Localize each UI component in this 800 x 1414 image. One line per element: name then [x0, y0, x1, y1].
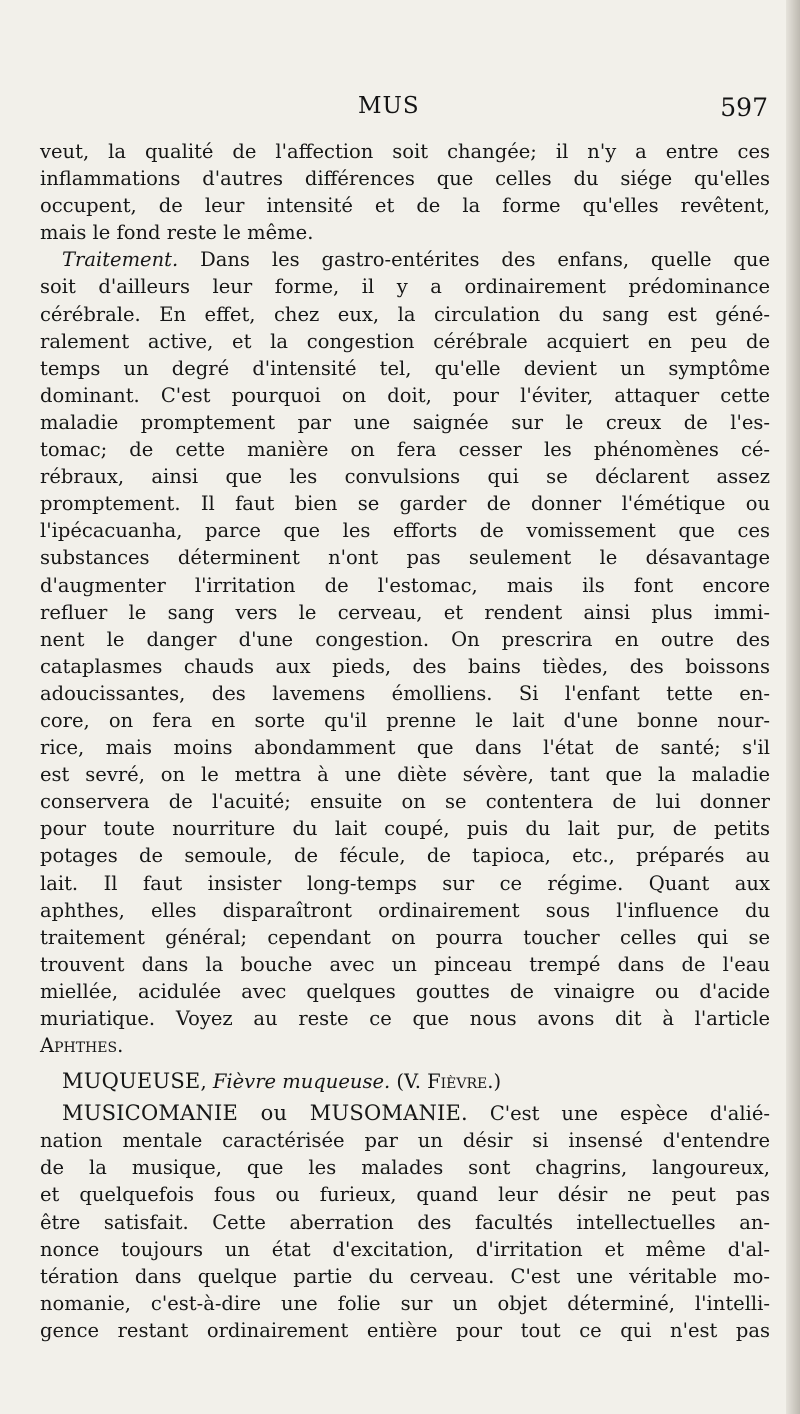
- text-line: muriatique. Voyez au reste ce que nous avons dit à l'article: [40, 1007, 770, 1030]
- text-line: cérébrale. En effet, chez eux, la circulation du sang est géné-: [40, 302, 770, 326]
- text-line: rice, mais moins abondamment que dans l'état de santé; s'il: [40, 736, 770, 760]
- running-header: [40, 93, 768, 127]
- entry-musicomanie-first-line: [40, 1100, 770, 1127]
- text-line: maladie promptement par une saignée sur le creux de l'es-: [40, 410, 770, 434]
- text-line: potages de semoule, de fécule, de tapioca, etc., préparés au: [40, 844, 770, 868]
- text-line: nonce toujours un état d'excitation, d'irritation et même d'al-: [40, 1237, 770, 1261]
- cross-reference: Aphthes.: [40, 1034, 124, 1058]
- entry-italic-gloss: Fièvre muqueuse.: [212, 1070, 391, 1094]
- text-line: adoucissantes, des lavemens émolliens. Si l'enfant tette en-: [40, 681, 770, 705]
- page-gutter-shadow: [786, 0, 800, 1414]
- body-text: [40, 138, 770, 1344]
- text-line: conservera de l'acuité; ensuite on se contentera de lui donner: [40, 790, 770, 814]
- text-line: gence restant ordinairement entière pour tout ce qui n'est pas: [40, 1318, 770, 1342]
- see-prefix: (V.: [396, 1070, 421, 1094]
- text-line: inflammations d'autres différences que celles du siége qu'elles: [40, 167, 770, 191]
- text-line: aphthes, elles disparaîtront ordinairement sous l'influence du: [40, 898, 770, 922]
- text-line: miellée, acidulée avec quelques gouttes de vinaigre ou d'acide: [40, 979, 770, 1003]
- text-line: nent le danger d'une congestion. On prescrira en outre des: [40, 627, 770, 651]
- text-line: être satisfait. Cette aberration des facultés intellectuelles an-: [40, 1210, 770, 1234]
- traitement-first-line: [40, 246, 770, 273]
- text-line: occupent, de leur intensité et de la forme qu'elles revêtent,: [40, 194, 770, 218]
- text-line: pour toute nourriture du lait coupé, puis du lait pur, de petits: [40, 817, 770, 841]
- entry-first-line-text: C'est une espèce d'alié-: [489, 1102, 770, 1126]
- text-line: lait. Il faut insister long-temps sur ce régime. Quant aux: [40, 871, 770, 895]
- text-line: core, on fera en sorte qu'il prenne le lait d'une bonne nour-: [40, 708, 770, 732]
- entry-lemma: MUQUEUSE: [62, 1069, 201, 1094]
- text-line: rébraux, ainsi que les convulsions qui se déclarent assez: [40, 465, 770, 489]
- text-line: et quelquefois fous ou furieux, quand leur désir ne peut pas: [40, 1183, 770, 1207]
- text-line: substances déterminent n'ont pas seulement le désavantage: [40, 546, 770, 570]
- traitement-first-line-text: Dans les gastro-entérites des enfans, quelle que: [200, 248, 771, 272]
- text-line: l'ipécacuanha, parce que les efforts de vomissement que ces: [40, 519, 770, 543]
- text-line: d'augmenter l'irritation de l'estomac, mais ils font encore: [40, 573, 770, 597]
- text-line: cataplasmes chauds aux pieds, des bains tièdes, des boissons: [40, 654, 770, 678]
- text-line: promptement. Il faut bien se garder de donner l'émétique ou: [40, 492, 770, 516]
- see-suffix: .): [487, 1070, 502, 1094]
- text-line: refluer le sang vers le cerveau, et rendent ainsi plus immi-: [40, 600, 770, 624]
- entry-lemma: MUSICOMANIE ou MUSOMANIE.: [62, 1101, 468, 1126]
- text-line: ralement active, et la congestion cérébrale acquiert en peu de: [40, 329, 770, 353]
- entry-separator: ,: [200, 1070, 207, 1094]
- text-line: tomac; de cette manière on fera cesser les phénomènes cé-: [40, 438, 770, 462]
- text-line: traitement général; cependant on pourra toucher celles qui se: [40, 925, 770, 949]
- cross-reference-line: [40, 1032, 770, 1059]
- text-line: de la musique, que les malades sont chagrins, langoureux,: [40, 1156, 770, 1180]
- see-target: Fièvre: [427, 1070, 488, 1094]
- text-line: nation mentale caractérisée par un désir si insensé d'entendre: [40, 1129, 770, 1153]
- text-line: tération dans quelque partie du cerveau. C'est une véritable mo-: [40, 1264, 770, 1288]
- text-line: soit d'ailleurs leur forme, il y a ordinairement prédominance: [40, 275, 770, 299]
- running-title: MUS: [358, 93, 420, 119]
- text-line: temps un degré d'intensité tel, qu'elle devient un symptôme: [40, 356, 770, 380]
- text-line: trouvent dans la bouche avec un pinceau trempé dans de l'eau: [40, 952, 770, 976]
- text-line: veut, la qualité de l'affection soit changée; il n'y a entre ces: [40, 140, 770, 163]
- page-number: 597: [720, 93, 768, 122]
- text-line: nomanie, c'est-à-dire une folie sur un objet déterminé, l'intelli-: [40, 1291, 770, 1315]
- text-line: est sevré, on le mettra à une diète sévère, tant que la maladie: [40, 763, 770, 787]
- traitement-label: Traitement.: [62, 248, 179, 272]
- text-line: dominant. C'est pourquoi on doit, pour l'éviter, attaquer cette: [40, 383, 770, 407]
- text-line: mais le fond reste le même.: [40, 221, 314, 245]
- entry-muqueuse: [40, 1065, 770, 1097]
